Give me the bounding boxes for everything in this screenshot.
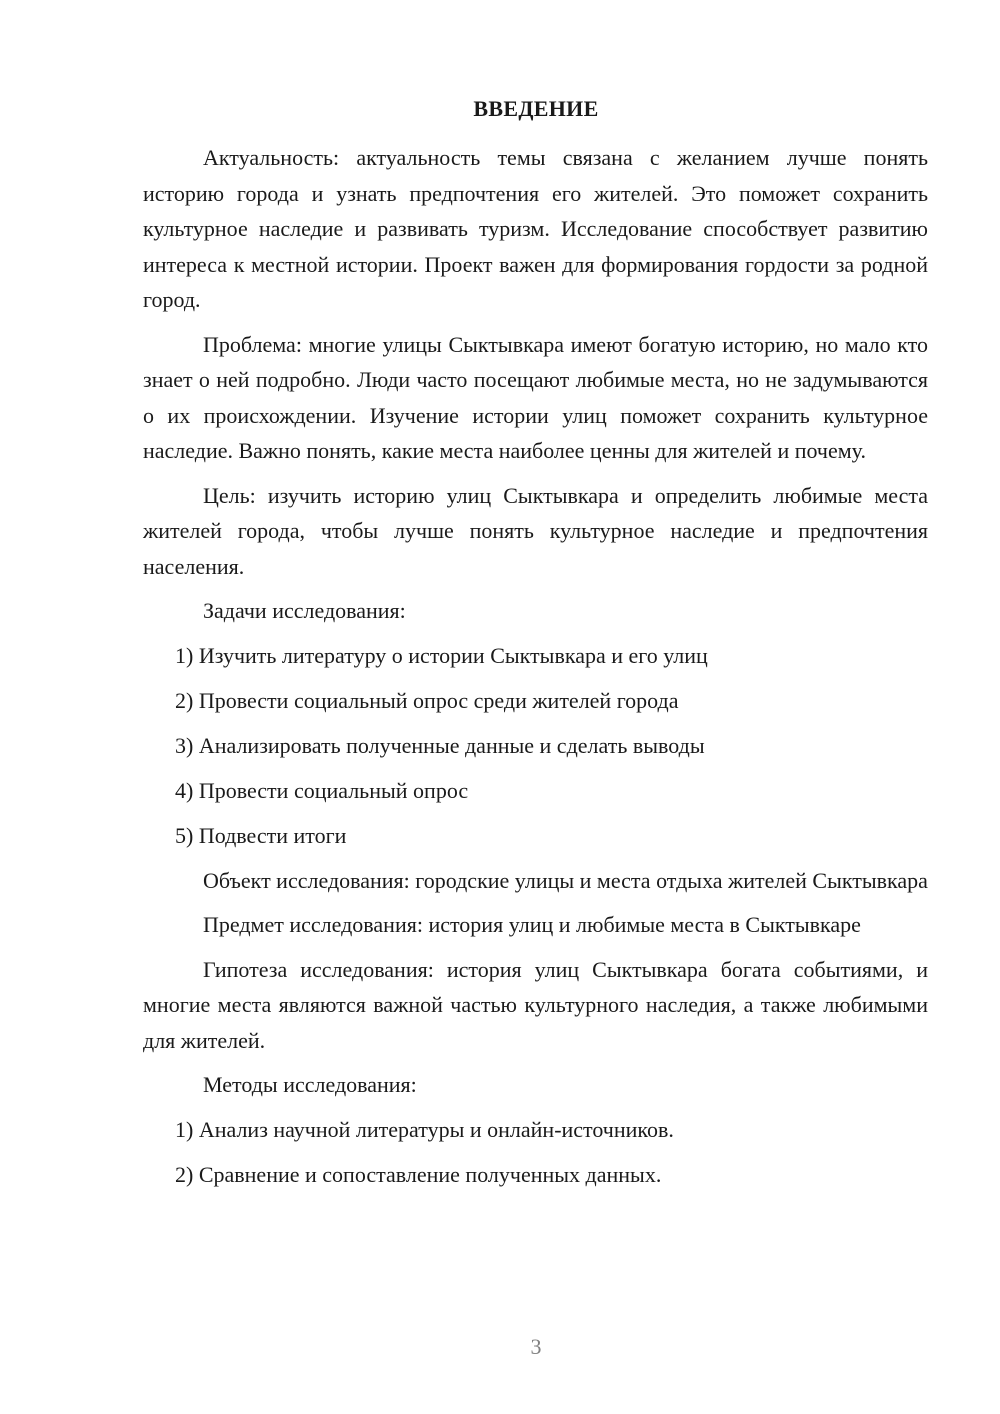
task-item: 1) Изучить литературу о истории Сыктывкара и его улиц — [175, 642, 708, 668]
task-item: 5) Подвести итоги — [175, 822, 347, 848]
page-heading: ВВЕДЕНИЕ — [473, 96, 599, 121]
problem-paragraph: Проблема: многие улицы Сыктывкара имеют богатую историю, но мало кто знает о ней подробно. Люди часто посещают любимые места, но не задумываются о их происхождении. Изучение истории улиц поможет сохранить культурное наследие. Важно понять, какие места наиболее ценны для жителей и почему. — [143, 331, 928, 463]
task-item: 3) Анализировать полученные данные и сделать выводы — [175, 732, 705, 758]
object-paragraph: Объект исследования: городские улицы и места отдыха жителей Сыктывкара — [203, 867, 928, 893]
document-body — [143, 140, 928, 1202]
relevance-paragraph: Актуальность: актуальность темы связана с желанием лучше понять историю города и узнать предпочтения его жителей. Это поможет сохранить культурное наследие и развивать туризм. Исследование способствует развитию интереса к местной истории. Проект важен для формирования гордости за родной город. — [143, 145, 928, 312]
task-item: 2) Провести социальный опрос среди жителей города — [175, 687, 679, 713]
tasks-label: Задачи исследования: — [203, 598, 406, 623]
method-item: 2) Сравнение и сопоставление полученных данных. — [175, 1161, 662, 1187]
page-number: 3 — [530, 1334, 542, 1359]
method-item: 1) Анализ научной литературы и онлайн-источников. — [175, 1116, 674, 1142]
methods-label: Методы исследования: — [203, 1072, 417, 1097]
hypothesis-paragraph: Гипотеза исследования: история улиц Сыктывкара богата событиями, и многие места являются важной частью культурного наследия, а также любимыми для жителей. — [143, 956, 928, 1053]
goal-paragraph: Цель: изучить историю улиц Сыктывкара и определить любимые места жителей города, чтобы лучше понять культурное наследие и предпочтения населения. — [143, 482, 928, 579]
task-item: 4) Провести социальный опрос — [175, 777, 469, 803]
subject-paragraph: Предмет исследования: история улиц и любимые места в Сыктывкаре — [203, 912, 861, 937]
